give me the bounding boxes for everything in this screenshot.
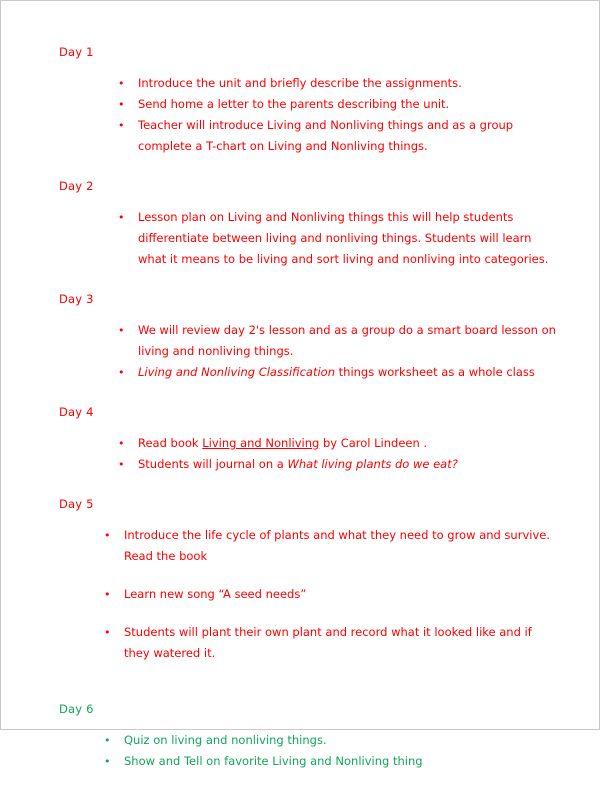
day-section-1	[59, 45, 559, 157]
spacer	[59, 383, 559, 405]
list-item: • Introduce the unit and briefly describe the assignments.	[118, 73, 559, 94]
list-item	[118, 433, 559, 454]
spacer	[59, 270, 559, 292]
list-item: • Teacher will introduce Living and Nonliving things and as a group complete a T-chart on Living and Nonliving things.	[118, 115, 559, 157]
day-section-5	[59, 497, 559, 664]
list-item-text: by Carol Lindeen .	[319, 436, 428, 450]
day-heading-5: Day 5	[59, 497, 94, 511]
day-heading-1: Day 1	[59, 45, 94, 59]
document-body	[1, 1, 599, 792]
bullet-list-day-5	[104, 525, 559, 664]
list-item-text: Students will journal on a	[138, 457, 288, 471]
list-item: • We will review day 2's lesson and as a group do a smart board lesson on living and nonliving things.	[118, 320, 559, 362]
bullet-list-day-2	[118, 207, 559, 270]
spacer	[59, 157, 559, 179]
spacer	[59, 716, 559, 730]
spacer	[59, 306, 559, 320]
list-item: • Students will plant their own plant and record what it looked like and if they watered it.	[104, 622, 559, 664]
bullet-list-day-6	[104, 730, 559, 772]
list-item-text: Read book	[138, 436, 203, 450]
spacer	[59, 419, 559, 433]
list-item: • Lesson plan on Living and Nonliving things this will help students differentiate between living and nonliving things. Students will learn what it means to be living and sort living and nonliving into categories.	[118, 207, 559, 270]
bullet-list-day-4	[118, 433, 559, 475]
day-heading-3: Day 3	[59, 292, 94, 306]
book-title-italic: Living and Nonliving Classification	[138, 365, 335, 379]
list-item: • Quiz on living and nonliving things.	[104, 730, 559, 751]
list-item	[118, 454, 559, 475]
bullet-list-day-1	[118, 73, 559, 157]
book-title-underlined: Living and Nonliving	[202, 436, 320, 450]
list-item: • Learn new song “A seed needs”	[104, 584, 559, 605]
spacer	[59, 59, 559, 73]
day-heading-4: Day 4	[59, 405, 94, 419]
spacer	[59, 475, 559, 497]
bullet-list-day-3	[118, 320, 559, 383]
spacer	[59, 511, 559, 525]
list-item-text: things worksheet as a whole class	[334, 365, 535, 379]
day-heading-2: Day 2	[59, 179, 94, 193]
spacer	[59, 193, 559, 207]
day-section-6	[59, 702, 559, 772]
journal-prompt-italic: What living plants do we eat?	[287, 457, 458, 471]
list-item: • Introduce the life cycle of plants and what they need to grow and survive. Read the book	[104, 525, 559, 567]
day-section-2	[59, 179, 559, 270]
day-heading-6: Day 6	[59, 702, 94, 716]
list-item: • Show and Tell on favorite Living and Nonliving thing	[104, 751, 559, 772]
spacer	[59, 664, 559, 702]
day-section-3	[59, 292, 559, 383]
list-item	[118, 362, 559, 383]
day-section-4	[59, 405, 559, 475]
list-item: • Send home a letter to the parents describing the unit.	[118, 94, 559, 115]
